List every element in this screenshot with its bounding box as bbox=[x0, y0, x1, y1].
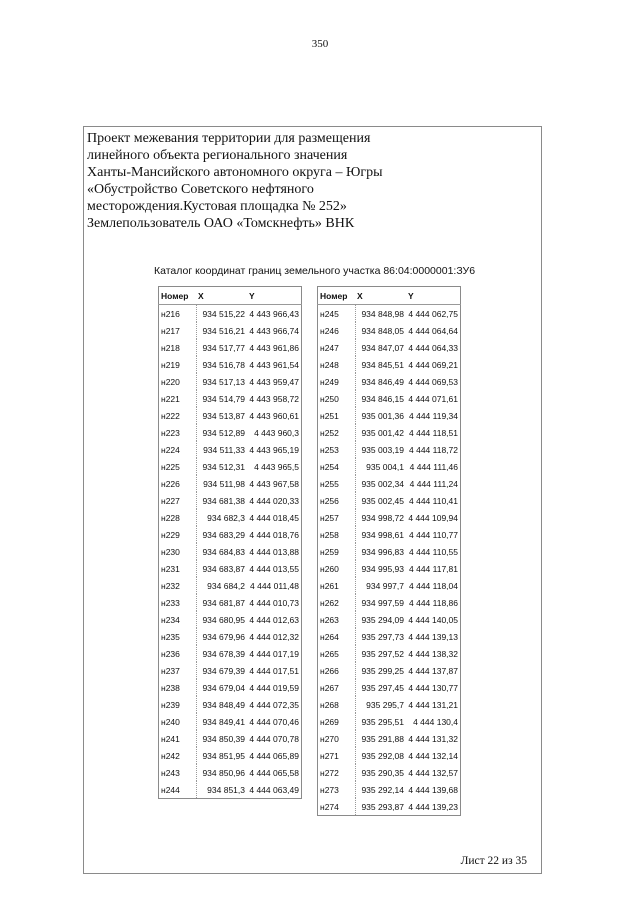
column-header-x: X bbox=[196, 287, 247, 305]
y-coordinate-cell: 4 444 017,19 bbox=[249, 648, 299, 659]
point-number-cell: н268 bbox=[320, 699, 339, 710]
y-coordinate-cell: 4 444 132,14 bbox=[408, 750, 458, 761]
point-number-cell: н240 bbox=[161, 716, 180, 727]
y-coordinate-cell: 4 444 109,94 bbox=[408, 512, 458, 523]
x-coordinate-cell: 935 297,45 bbox=[355, 679, 406, 696]
point-number-cell: н238 bbox=[161, 682, 180, 693]
x-coordinate-cell: 935 292,14 bbox=[355, 781, 406, 798]
table-row bbox=[159, 407, 302, 424]
x-coordinate-cell: 934 849,41 bbox=[196, 713, 247, 730]
table-row bbox=[318, 390, 461, 407]
title-line: Ханты-Мансийского автономного округа – Югры bbox=[87, 165, 383, 180]
x-coordinate-cell: 934 512,31 bbox=[196, 458, 247, 475]
x-coordinate-cell: 934 846,49 bbox=[355, 373, 406, 390]
x-coordinate-cell: 934 513,87 bbox=[196, 407, 247, 424]
table-row bbox=[159, 611, 302, 628]
x-coordinate-cell: 934 516,78 bbox=[196, 356, 247, 373]
x-coordinate-cell: 935 001,42 bbox=[355, 424, 406, 441]
y-coordinate-cell: 4 444 137,87 bbox=[408, 665, 458, 676]
title-line: линейного объекта регионального значения bbox=[87, 148, 348, 163]
x-coordinate-cell: 934 515,22 bbox=[196, 305, 247, 323]
table-row bbox=[318, 560, 461, 577]
point-number-cell: н232 bbox=[161, 580, 180, 591]
y-coordinate-cell: 4 444 064,64 bbox=[408, 325, 458, 336]
y-coordinate-cell: 4 444 064,33 bbox=[408, 342, 458, 353]
x-coordinate-cell: 934 516,21 bbox=[196, 322, 247, 339]
x-coordinate-cell: 935 290,35 bbox=[355, 764, 406, 781]
sheet-label: Лист 22 из 35 bbox=[460, 855, 527, 867]
y-coordinate-cell: 4 444 062,75 bbox=[408, 308, 458, 319]
point-number-cell: н271 bbox=[320, 750, 339, 761]
point-number-cell: н250 bbox=[320, 393, 339, 404]
x-coordinate-cell: 935 003,19 bbox=[355, 441, 406, 458]
x-coordinate-cell: 934 511,33 bbox=[196, 441, 247, 458]
x-coordinate-cell: 934 517,77 bbox=[196, 339, 247, 356]
table-row bbox=[318, 458, 461, 475]
table-row bbox=[159, 322, 302, 339]
y-coordinate-cell: 4 444 131,21 bbox=[408, 699, 458, 710]
point-number-cell: н252 bbox=[320, 427, 339, 438]
title-line: Землепользователь ОАО «Томскнефть» ВНК bbox=[87, 216, 355, 231]
table-header-row bbox=[159, 287, 302, 305]
y-coordinate-cell: 4 444 118,86 bbox=[409, 597, 458, 608]
table-row bbox=[159, 560, 302, 577]
document-frame bbox=[83, 126, 542, 874]
y-coordinate-cell: 4 444 010,73 bbox=[249, 597, 299, 608]
point-number-cell: н242 bbox=[161, 750, 180, 761]
y-coordinate-cell: 4 444 132,57 bbox=[408, 767, 458, 778]
x-coordinate-cell: 934 997,7 bbox=[355, 577, 406, 594]
x-coordinate-cell: 935 292,08 bbox=[355, 747, 406, 764]
x-coordinate-cell: 934 851,3 bbox=[196, 781, 247, 799]
point-number-cell: н223 bbox=[161, 427, 180, 438]
x-coordinate-cell: 934 680,95 bbox=[196, 611, 247, 628]
point-number-cell: н222 bbox=[161, 410, 180, 421]
point-number-cell: н247 bbox=[320, 342, 339, 353]
table-row bbox=[159, 679, 302, 696]
y-coordinate-cell: 4 444 139,68 bbox=[408, 784, 458, 795]
column-header-num: Номер bbox=[318, 287, 356, 305]
table-row bbox=[159, 696, 302, 713]
table-row bbox=[318, 611, 461, 628]
y-coordinate-cell: 4 444 118,51 bbox=[409, 427, 458, 438]
x-coordinate-cell: 935 002,45 bbox=[355, 492, 406, 509]
table-row bbox=[159, 390, 302, 407]
y-coordinate-cell: 4 444 110,55 bbox=[409, 546, 458, 557]
table-row bbox=[318, 679, 461, 696]
point-number-cell: н260 bbox=[320, 563, 339, 574]
x-coordinate-cell: 934 850,96 bbox=[196, 764, 247, 781]
x-coordinate-cell: 935 004,1 bbox=[355, 458, 406, 475]
table-row bbox=[318, 764, 461, 781]
x-coordinate-cell: 934 848,05 bbox=[355, 322, 406, 339]
catalog-caption: Каталог координат границ земельного участка 86:04:0000001:ЗУ6 bbox=[154, 265, 476, 277]
table-row bbox=[318, 424, 461, 441]
page-number: 350 bbox=[311, 38, 329, 50]
point-number-cell: н253 bbox=[320, 444, 339, 455]
x-coordinate-cell: 934 847,07 bbox=[355, 339, 406, 356]
coordinates-table-right bbox=[317, 286, 461, 816]
table-row bbox=[318, 407, 461, 424]
table-row bbox=[318, 628, 461, 645]
point-number-cell: н246 bbox=[320, 325, 339, 336]
point-number-cell: н257 bbox=[320, 512, 339, 523]
x-coordinate-cell: 934 995,93 bbox=[355, 560, 406, 577]
table-row bbox=[318, 509, 461, 526]
point-number-cell: н263 bbox=[320, 614, 339, 625]
point-number-cell: н254 bbox=[320, 461, 339, 472]
point-number-cell: н221 bbox=[161, 393, 180, 404]
table-row bbox=[159, 543, 302, 560]
table-row bbox=[159, 747, 302, 764]
point-number-cell: н245 bbox=[320, 308, 339, 319]
y-coordinate-cell: 4 444 017,51 bbox=[249, 665, 299, 676]
column-header-y: Y bbox=[247, 287, 302, 305]
table-row bbox=[318, 339, 461, 356]
table-row bbox=[159, 475, 302, 492]
y-coordinate-cell: 4 443 965,19 bbox=[249, 444, 299, 455]
table-row bbox=[318, 577, 461, 594]
y-coordinate-cell: 4 444 065,89 bbox=[249, 750, 299, 761]
y-coordinate-cell: 4 444 131,32 bbox=[408, 733, 458, 744]
point-number-cell: н249 bbox=[320, 376, 339, 387]
y-coordinate-cell: 4 443 960,61 bbox=[249, 410, 299, 421]
table-row bbox=[318, 696, 461, 713]
point-number-cell: н224 bbox=[161, 444, 180, 455]
y-coordinate-cell: 4 443 958,72 bbox=[249, 393, 299, 404]
x-coordinate-cell: 934 514,79 bbox=[196, 390, 247, 407]
y-coordinate-cell: 4 443 960,3 bbox=[254, 427, 299, 438]
y-coordinate-cell: 4 444 070,46 bbox=[249, 716, 299, 727]
x-coordinate-cell: 935 291,88 bbox=[355, 730, 406, 747]
point-number-cell: н220 bbox=[161, 376, 180, 387]
y-coordinate-cell: 4 444 069,53 bbox=[408, 376, 458, 387]
table-row bbox=[318, 662, 461, 679]
y-coordinate-cell: 4 443 959,47 bbox=[249, 376, 299, 387]
y-coordinate-cell: 4 444 117,81 bbox=[409, 563, 458, 574]
point-number-cell: н244 bbox=[161, 784, 180, 795]
table-row bbox=[159, 645, 302, 662]
table-row bbox=[159, 441, 302, 458]
y-coordinate-cell: 4 444 018,76 bbox=[249, 529, 299, 540]
point-number-cell: н265 bbox=[320, 648, 339, 659]
point-number-cell: н243 bbox=[161, 767, 180, 778]
x-coordinate-cell: 935 002,34 bbox=[355, 475, 406, 492]
x-coordinate-cell: 935 295,51 bbox=[355, 713, 406, 730]
y-coordinate-cell: 4 443 965,5 bbox=[254, 461, 299, 472]
y-coordinate-cell: 4 444 011,48 bbox=[250, 580, 299, 591]
x-coordinate-cell: 934 683,29 bbox=[196, 526, 247, 543]
table-row bbox=[318, 730, 461, 747]
y-coordinate-cell: 4 444 118,72 bbox=[409, 444, 458, 455]
y-coordinate-cell: 4 443 967,58 bbox=[249, 478, 299, 489]
x-coordinate-cell: 935 297,73 bbox=[355, 628, 406, 645]
point-number-cell: н230 bbox=[161, 546, 180, 557]
table-row bbox=[318, 713, 461, 730]
table-row bbox=[318, 305, 461, 323]
point-number-cell: н229 bbox=[161, 529, 180, 540]
table-row bbox=[318, 747, 461, 764]
point-number-cell: н231 bbox=[161, 563, 180, 574]
point-number-cell: н269 bbox=[320, 716, 339, 727]
y-coordinate-cell: 4 443 961,86 bbox=[249, 342, 299, 353]
y-coordinate-cell: 4 444 012,63 bbox=[249, 614, 299, 625]
table-header-row bbox=[318, 287, 461, 305]
project-title bbox=[87, 130, 417, 232]
y-coordinate-cell: 4 443 961,54 bbox=[249, 359, 299, 370]
point-number-cell: н262 bbox=[320, 597, 339, 608]
y-coordinate-cell: 4 444 013,55 bbox=[249, 563, 299, 574]
x-coordinate-cell: 934 679,96 bbox=[196, 628, 247, 645]
table-row bbox=[318, 781, 461, 798]
y-coordinate-cell: 4 444 013,88 bbox=[249, 546, 299, 557]
point-number-cell: н234 bbox=[161, 614, 180, 625]
y-coordinate-cell: 4 444 138,32 bbox=[408, 648, 458, 659]
table-row bbox=[318, 526, 461, 543]
point-number-cell: н216 bbox=[161, 308, 180, 319]
point-number-cell: н227 bbox=[161, 495, 180, 506]
column-header-x: X bbox=[355, 287, 406, 305]
table-row bbox=[159, 781, 302, 799]
point-number-cell: н217 bbox=[161, 325, 180, 336]
x-coordinate-cell: 934 850,39 bbox=[196, 730, 247, 747]
point-number-cell: н274 bbox=[320, 801, 339, 812]
title-line: Проект межевания территории для размещения bbox=[87, 131, 371, 146]
y-coordinate-cell: 4 443 966,43 bbox=[249, 308, 299, 319]
x-coordinate-cell: 935 293,87 bbox=[355, 798, 406, 816]
point-number-cell: н239 bbox=[161, 699, 180, 710]
x-coordinate-cell: 934 679,04 bbox=[196, 679, 247, 696]
x-coordinate-cell: 934 846,15 bbox=[355, 390, 406, 407]
x-coordinate-cell: 935 297,52 bbox=[355, 645, 406, 662]
y-coordinate-cell: 4 444 020,33 bbox=[249, 495, 299, 506]
y-coordinate-cell: 4 444 111,46 bbox=[409, 461, 458, 472]
x-coordinate-cell: 935 299,25 bbox=[355, 662, 406, 679]
y-coordinate-cell: 4 444 018,45 bbox=[249, 512, 299, 523]
x-coordinate-cell: 934 848,49 bbox=[196, 696, 247, 713]
y-coordinate-cell: 4 444 119,34 bbox=[409, 410, 458, 421]
y-coordinate-cell: 4 444 130,77 bbox=[408, 682, 458, 693]
y-coordinate-cell: 4 444 072,35 bbox=[249, 699, 299, 710]
point-number-cell: н256 bbox=[320, 495, 339, 506]
y-coordinate-cell: 4 444 110,41 bbox=[409, 495, 458, 506]
y-coordinate-cell: 4 444 012,32 bbox=[249, 631, 299, 642]
x-coordinate-cell: 934 517,13 bbox=[196, 373, 247, 390]
table-row bbox=[159, 764, 302, 781]
table-row bbox=[159, 526, 302, 543]
table-row bbox=[318, 322, 461, 339]
table-row bbox=[159, 373, 302, 390]
table-row bbox=[159, 339, 302, 356]
table-row bbox=[159, 492, 302, 509]
table-row bbox=[159, 662, 302, 679]
x-coordinate-cell: 934 511,98 bbox=[196, 475, 247, 492]
x-coordinate-cell: 934 681,38 bbox=[196, 492, 247, 509]
column-header-num: Номер bbox=[159, 287, 197, 305]
x-coordinate-cell: 934 845,51 bbox=[355, 356, 406, 373]
point-number-cell: н219 bbox=[161, 359, 180, 370]
title-line: месторождения.Кустовая площадка № 252» bbox=[87, 199, 347, 214]
column-header-y: Y bbox=[406, 287, 461, 305]
x-coordinate-cell: 934 678,39 bbox=[196, 645, 247, 662]
point-number-cell: н259 bbox=[320, 546, 339, 557]
table-row bbox=[159, 594, 302, 611]
x-coordinate-cell: 934 512,89 bbox=[196, 424, 247, 441]
table-row bbox=[159, 424, 302, 441]
point-number-cell: н251 bbox=[320, 410, 339, 421]
y-coordinate-cell: 4 444 019,59 bbox=[249, 682, 299, 693]
y-coordinate-cell: 4 444 065,58 bbox=[249, 767, 299, 778]
x-coordinate-cell: 934 851,95 bbox=[196, 747, 247, 764]
x-coordinate-cell: 934 684,83 bbox=[196, 543, 247, 560]
point-number-cell: н270 bbox=[320, 733, 339, 744]
x-coordinate-cell: 934 683,87 bbox=[196, 560, 247, 577]
coordinates-table-left bbox=[158, 286, 302, 799]
table-row bbox=[159, 509, 302, 526]
table-row bbox=[159, 305, 302, 323]
table-row bbox=[159, 628, 302, 645]
y-coordinate-cell: 4 444 111,24 bbox=[409, 478, 458, 489]
x-coordinate-cell: 934 682,3 bbox=[196, 509, 247, 526]
point-number-cell: н267 bbox=[320, 682, 339, 693]
y-coordinate-cell: 4 444 130,4 bbox=[413, 716, 458, 727]
y-coordinate-cell: 4 444 139,23 bbox=[408, 801, 458, 812]
point-number-cell: н258 bbox=[320, 529, 339, 540]
x-coordinate-cell: 934 684,2 bbox=[196, 577, 247, 594]
point-number-cell: н225 bbox=[161, 461, 180, 472]
point-number-cell: н248 bbox=[320, 359, 339, 370]
point-number-cell: н272 bbox=[320, 767, 339, 778]
point-number-cell: н266 bbox=[320, 665, 339, 676]
table-row bbox=[318, 645, 461, 662]
table-row bbox=[318, 356, 461, 373]
x-coordinate-cell: 935 294,09 bbox=[355, 611, 406, 628]
x-coordinate-cell: 935 001,36 bbox=[355, 407, 406, 424]
y-coordinate-cell: 4 444 063,49 bbox=[249, 784, 299, 795]
table-row bbox=[318, 441, 461, 458]
y-coordinate-cell: 4 444 140,05 bbox=[408, 614, 458, 625]
x-coordinate-cell: 934 997,59 bbox=[355, 594, 406, 611]
point-number-cell: н235 bbox=[161, 631, 180, 642]
table-row bbox=[318, 475, 461, 492]
table-row bbox=[159, 730, 302, 747]
point-number-cell: н255 bbox=[320, 478, 339, 489]
table-row bbox=[159, 356, 302, 373]
x-coordinate-cell: 934 998,72 bbox=[355, 509, 406, 526]
point-number-cell: н236 bbox=[161, 648, 180, 659]
x-coordinate-cell: 934 681,87 bbox=[196, 594, 247, 611]
point-number-cell: н264 bbox=[320, 631, 339, 642]
point-number-cell: н273 bbox=[320, 784, 339, 795]
table-row bbox=[318, 798, 461, 816]
table-row bbox=[318, 543, 461, 560]
y-coordinate-cell: 4 444 110,77 bbox=[409, 529, 458, 540]
x-coordinate-cell: 934 679,39 bbox=[196, 662, 247, 679]
table-row bbox=[159, 713, 302, 730]
point-number-cell: н237 bbox=[161, 665, 180, 676]
point-number-cell: н228 bbox=[161, 512, 180, 523]
table-row bbox=[159, 577, 302, 594]
table-row bbox=[318, 594, 461, 611]
y-coordinate-cell: 4 443 966,74 bbox=[249, 325, 299, 336]
y-coordinate-cell: 4 444 139,13 bbox=[408, 631, 458, 642]
point-number-cell: н233 bbox=[161, 597, 180, 608]
table-row bbox=[318, 492, 461, 509]
x-coordinate-cell: 934 998,61 bbox=[355, 526, 406, 543]
x-coordinate-cell: 934 996,83 bbox=[355, 543, 406, 560]
title-line: «Обустройство Советского нефтяного bbox=[87, 182, 314, 197]
y-coordinate-cell: 4 444 069,21 bbox=[408, 359, 458, 370]
x-coordinate-cell: 934 848,98 bbox=[355, 305, 406, 323]
point-number-cell: н218 bbox=[161, 342, 180, 353]
point-number-cell: н261 bbox=[320, 580, 339, 591]
x-coordinate-cell: 935 295,7 bbox=[355, 696, 406, 713]
y-coordinate-cell: 4 444 070,78 bbox=[249, 733, 299, 744]
table-row bbox=[159, 458, 302, 475]
point-number-cell: н226 bbox=[161, 478, 180, 489]
table-row bbox=[318, 373, 461, 390]
y-coordinate-cell: 4 444 118,04 bbox=[409, 580, 458, 591]
y-coordinate-cell: 4 444 071,61 bbox=[408, 393, 458, 404]
point-number-cell: н241 bbox=[161, 733, 180, 744]
